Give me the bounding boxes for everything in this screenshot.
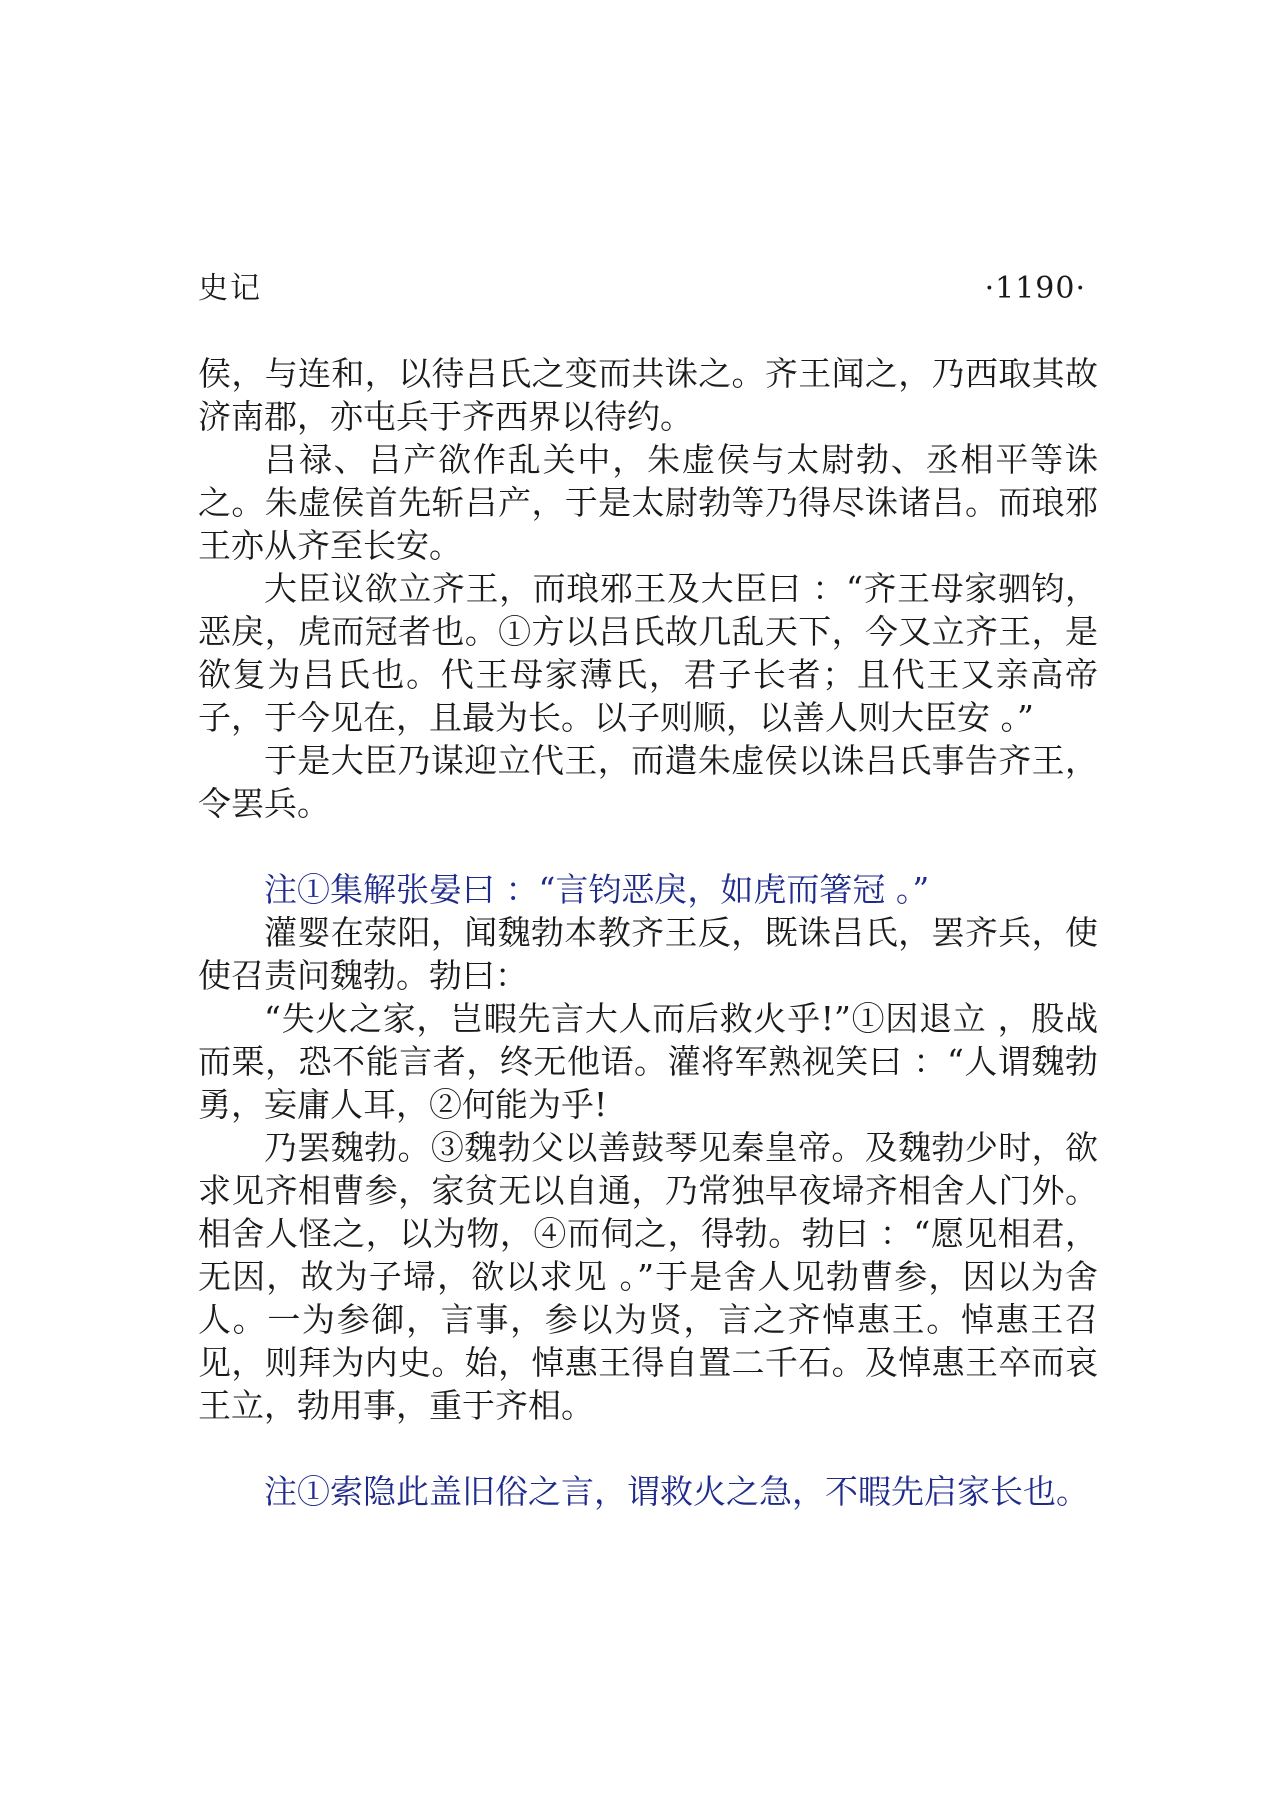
paragraph: “失火之家，岂暇先言大人而后救火乎!”①因退立 ，股战而栗，恐不能言者，终无他语。灌将军熟视笑曰 ：“人谓魏勃勇，妄庸人耳，②何能为乎!: [198, 999, 1098, 1124]
annotation-note: 注①集解张晏曰 ：“言钧恶戾，如虎而箸冠 。”: [264, 870, 930, 909]
paragraph: 于是大臣乃谋迎立代王，而遣朱虚侯以诛吕氏事告齐王，令罢兵。: [198, 741, 1098, 823]
paragraph: 吕禄、吕产欲作乱关中，朱虚侯与太尉勃、丞相平等诛之。朱虚侯首先斩吕产，于是太尉勃等乃得尽诛诸吕。而琅邪王亦从齐至长安。: [198, 440, 1098, 565]
page-number: ·1190·: [984, 271, 1086, 306]
page-header: [198, 266, 1086, 312]
paragraph: 乃罢魏勃。③魏勃父以善鼓琴见秦皇帝。及魏勃少时，欲求见齐相曹参，家贫无以自通，乃常独早夜埽齐相舍人门外。相舍人怪之，以为物，④而伺之，得勃。勃曰 ：“愿见相君，无因，故为子埽，欲以求见 。”于是舍人见勃曹参，因以为舍人。一为参御，言事，参以为贤，言之齐悼惠王。悼惠王召见，则拜为内史。始，悼惠王得自置二千石。及悼惠王卒而哀王立，勃用事，重于齐相。: [198, 1128, 1098, 1425]
paragraph: 侯，与连和，以待吕氏之变而共诛之。齐王闻之，乃西取其故济南郡，亦屯兵于齐西界以待约。: [198, 354, 1098, 436]
paragraph: 大臣议欲立齐王，而琅邪王及大臣曰 ：“齐王母家驷钧，恶戾，虎而冠者也。①方以吕氏故几乱天下，今又立齐王，是欲复为吕氏也。代王母家薄氏，君子长者；且代王又亲高帝子，于今见在，且最为长。以子则顺，以善人则大臣安 。”: [198, 569, 1098, 737]
page-body: [198, 352, 1098, 1513]
book-title: 史记: [198, 271, 262, 306]
annotation-note: 注①索隐此盖旧俗之言，谓救火之急，不暇先启家长也。: [264, 1472, 1089, 1511]
paragraph: 灌婴在荥阳，闻魏勃本教齐王反，既诛吕氏，罢齐兵，使使召责问魏勃。勃曰：: [198, 913, 1098, 995]
